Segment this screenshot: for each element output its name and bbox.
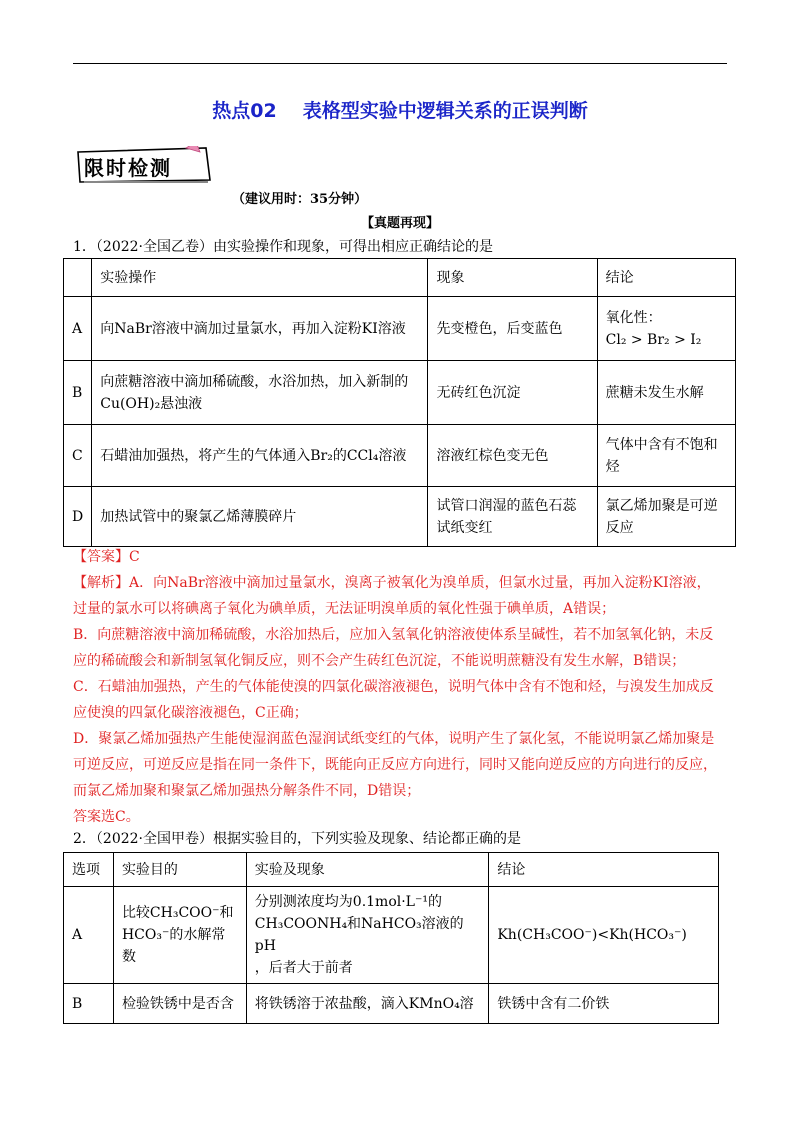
cell-experiment: 将铁锈溶于浓盐酸，滴入KMnO₄溶 [246,984,489,1024]
row-label: C [64,425,92,487]
analysis-line: 应使溴的四氯化碳溶液褪色，C正确； [73,705,308,721]
header-goal: 实验目的 [113,853,246,887]
question-1-table [63,258,736,547]
cell-conclusion: 气体中含有不饱和 烃 [597,425,735,487]
cell-phenomenon: 溶液红棕色变无色 [428,425,597,487]
section-title: 【真题再现】 [360,216,439,231]
analysis-line: 而氯乙烯加聚和聚氯乙烯加强热分解条件不同，D错误； [73,783,421,799]
analysis-line: C．石蜡油加强热，产生的气体能使溴的四氯化碳溶液褪色，说明气体中含有不饱和烃，与溴发生加成反 [73,679,714,695]
cell-phenomenon: 试管口润湿的蓝色石蕊 试纸变红 [428,487,597,547]
cell-conclusion: Kh(CH₃COO⁻)<Kh(HCO₃⁻) [489,887,719,984]
table-row [64,487,736,547]
analysis-line: B．向蔗糖溶液中滴加稀硫酸，水浴加热后，应加入氢氧化钠溶液使体系呈碱性，若不加氢氧化钠，未反 [73,627,714,643]
question-1-answer: 【答案】C [73,549,140,565]
question-1-analysis [73,570,733,830]
analysis-line: 答案选C。 [73,809,140,825]
table-header-row [64,259,736,297]
header-experiment: 实验及现象 [246,853,489,887]
cell-goal: 比较CH₃COO⁻和 HCO₃⁻的水解常数 [113,887,246,984]
analysis-line: D．聚氯乙烯加强热产生能使湿润蓝色湿润试纸变红的气体，说明产生了氯化氢，不能说明氯乙烯加聚是 [73,731,715,747]
badge-label: 限时检测 [84,156,172,180]
cell-conclusion: 氧化性： Cl₂ > Br₂ > I₂ [597,297,735,361]
question-2-stem: 2．（2022·全国甲卷）根据实验目的，下列实验及现象、结论都正确的是 [73,831,521,847]
header-conclusion: 结论 [597,259,735,297]
analysis-line: 可逆反应，可逆反应是指在同一条件下，既能向正反应方向进行，同时又能向逆反应的方向进行的反应， [73,757,717,773]
cell-operation: 向蔗糖溶液中滴加稀硫酸，水浴加热，加入新制的 Cu(OH)₂悬浊液 [92,361,428,425]
table-row [64,425,736,487]
header-operation: 实验操作 [92,259,428,297]
cell-operation: 向NaBr溶液中滴加过量氯水，再加入淀粉KI溶液 [92,297,428,361]
question-2-table [63,852,719,1024]
row-label: B [64,984,114,1024]
question-1-stem: 1．（2022·全国乙卷）由实验操作和现象，可得出相应正确结论的是 [73,239,493,255]
analysis-line: 【解析】A．向NaBr溶液中滴加过量氯水，溴离子被氧化为溴单质，但氯水过量，再加入淀粉KI溶液， [73,575,711,591]
table-row [64,887,719,984]
analysis-line: 应的稀硫酸会和新制氢氧化铜反应，则不会产生砖红色沉淀，不能说明蔗糖没有发生水解，B错误； [73,653,686,669]
header-option: 选项 [64,853,114,887]
header-phenomenon: 现象 [428,259,597,297]
header-rule [73,63,727,64]
analysis-line: 过量的氯水可以将碘离子氧化为碘单质，无法证明溴单质的氧化性强于碘单质，A错误； [73,601,616,617]
header-conclusion: 结论 [489,853,719,887]
row-label: D [64,487,92,547]
page-title: 热点02 表格型实验中逻辑关系的正误判断 [212,100,588,122]
cell-phenomenon: 先变橙色，后变蓝色 [428,297,597,361]
cell-experiment: 分别测浓度均为0.1mol·L⁻¹的 CH₃COONH₄和NaHCO₃溶液的pH ，后者大于前者 [246,887,489,984]
table-row [64,297,736,361]
table-row [64,361,736,425]
cell-conclusion: 氯乙烯加聚是可逆 反应 [597,487,735,547]
time-limit-badge [74,146,212,184]
cell-operation: 石蜡油加强热，将产生的气体通入Br₂的CCl₄溶液 [92,425,428,487]
cell-goal: 检验铁锈中是否含 [113,984,246,1024]
table-header-row [64,853,719,887]
row-label: B [64,361,92,425]
table-cell [64,259,92,297]
row-label: A [64,887,114,984]
cell-phenomenon: 无砖红色沉淀 [428,361,597,425]
row-label: A [64,297,92,361]
table-row [64,984,719,1024]
cell-conclusion: 铁锈中含有二价铁 [489,984,719,1024]
time-note: （建议用时：35分钟） [232,192,368,207]
cell-conclusion: 蔗糖未发生水解 [597,361,735,425]
cell-operation: 加热试管中的聚氯乙烯薄膜碎片 [92,487,428,547]
